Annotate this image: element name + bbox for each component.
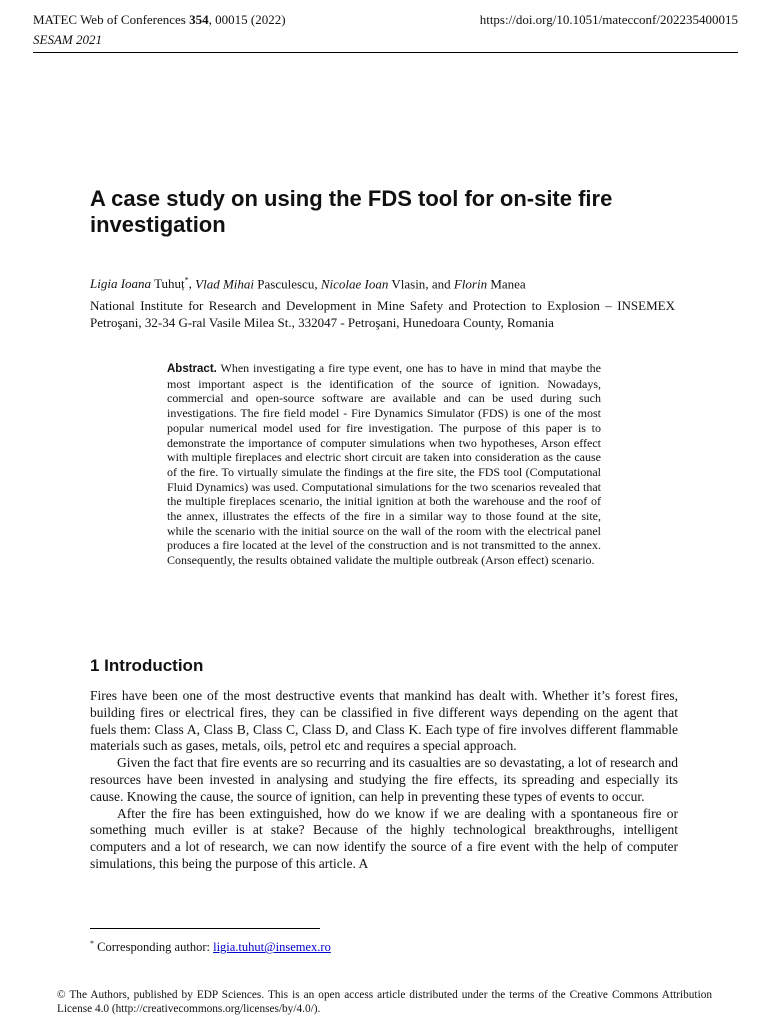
paper-title: A case study on using the FDS tool for on-site fire investigation — [90, 186, 613, 237]
journal-name: MATEC Web of Conferences — [33, 12, 190, 27]
doi-link[interactable]: https://doi.org/10.1051/matecconf/202235400015 — [479, 12, 738, 27]
author-separator: , — [314, 276, 321, 292]
author-family-name: Manea — [490, 276, 526, 292]
footnote-label: Corresponding author: — [94, 940, 214, 955]
author — [454, 276, 526, 291]
author-given-name: Vlad Mihai — [195, 276, 255, 292]
section-body — [90, 688, 678, 873]
body-paragraph: Fires have been one of the most destructive events that mankind has dealt with. Whether it’s forest fires, building fires or electrical fires, they can be classified in five different ways depending on the agent that fuels them: Class A, Class B, Class C, Class D, and Class K. Each type of fire involves different flammable materials such as gases, metals, oils, petrol etc and requires a special approach. — [90, 688, 678, 754]
abstract-text: When investigating a fire type event, one has to have in mind that maybe the most important aspect is the identification of the source of ignition. Nowadays, commercial and open-source software are available and can be used during such investigations. The fire field model - Fire Dynamics Simulator (FDS) is one of the most popular numerical model used for fire investigation. The purpose of this paper is to demonstrate the importance of computer simulations when two hypotheses, Arson effect with multiple fireplaces and electric short circuit are taken into consideration as the cause of the fire. To virtually simulate the findings at the fire site, the FDS tool (Computational Fluid Dynamics) was used. Computational simulations for the two scenarios revealed that the multiple fireplaces scenario, the initial ignition at both the warehouse and the roof of the annex, illustrates the effects of the fire in a similar way to those found at the site, while the scenario with the initial source on the wall of the room with the electrical panel produces a fire located at the level of the construction and is not transmitted to the annex. Consequently, the results obtained validate the multiple outbreak (Arson effect) scenario. — [167, 361, 601, 568]
author-given-name: Ligia Ioana — [90, 276, 152, 292]
abstract-label: Abstract. — [167, 363, 217, 375]
author-list — [90, 272, 690, 292]
journal-citation — [33, 11, 286, 28]
license-notice: © The Authors, published by EDP Sciences. This is an open access article distributed under the terms of the Creative Commons Attribution License 4.0 (http://creativecommons.org/licenses/by/4.0/). — [57, 989, 712, 1015]
header-divider — [33, 52, 738, 53]
body-paragraph: Given the fact that fire events are so recurring and its casualties are so devastating, a lot of research and resources have been invested in analysing and studying the fire effects, its spreading and especially its cause. Knowing the cause, the source of ignition, can help in preventing these types of events to occur. — [90, 755, 678, 804]
abstract-block — [167, 361, 601, 568]
author-affiliation: National Institute for Research and Development in Mine Safety and Protection to Explosion – INSEMEX Petroşani, 32-34 G-ral Vasile Milea St., 332047 - Petroşani, Hunedoara County, Romania — [90, 298, 675, 330]
conference-name: SESAM 2021 — [33, 32, 102, 47]
footnote-mark: * — [90, 939, 94, 948]
author-family-name: Pasculescu — [257, 276, 315, 292]
body-paragraph: After the fire has been extinguished, how do we know if we are dealing with a spontaneous fire or something much eviller is at stake? Because of the highly technological breakthroughs, intelligent computers and a lot of research, we can now identify the source of a fire event with the help of computer simulations, this being the purpose of this article. A — [90, 805, 678, 871]
section-heading: 1 Introduction — [90, 656, 204, 675]
corresponding-mark: * — [184, 276, 189, 285]
author-family-name: Vlasin — [391, 276, 426, 292]
footnote-divider — [90, 928, 320, 929]
author-separator: , — [188, 276, 196, 292]
author — [321, 276, 454, 291]
author — [195, 276, 321, 291]
article-number: , 00015 (2022) — [208, 12, 286, 27]
journal-volume: 354 — [189, 12, 209, 27]
author-given-name: Florin — [453, 276, 488, 292]
author-separator: , and — [425, 276, 454, 292]
author-family-name: Tuhuț — [154, 276, 185, 292]
author-given-name: Nicolae Ioan — [320, 276, 389, 292]
footnote — [90, 936, 590, 955]
corresponding-email-link[interactable]: ligia.tuhut@insemex.ro — [213, 940, 331, 955]
author — [90, 276, 195, 291]
